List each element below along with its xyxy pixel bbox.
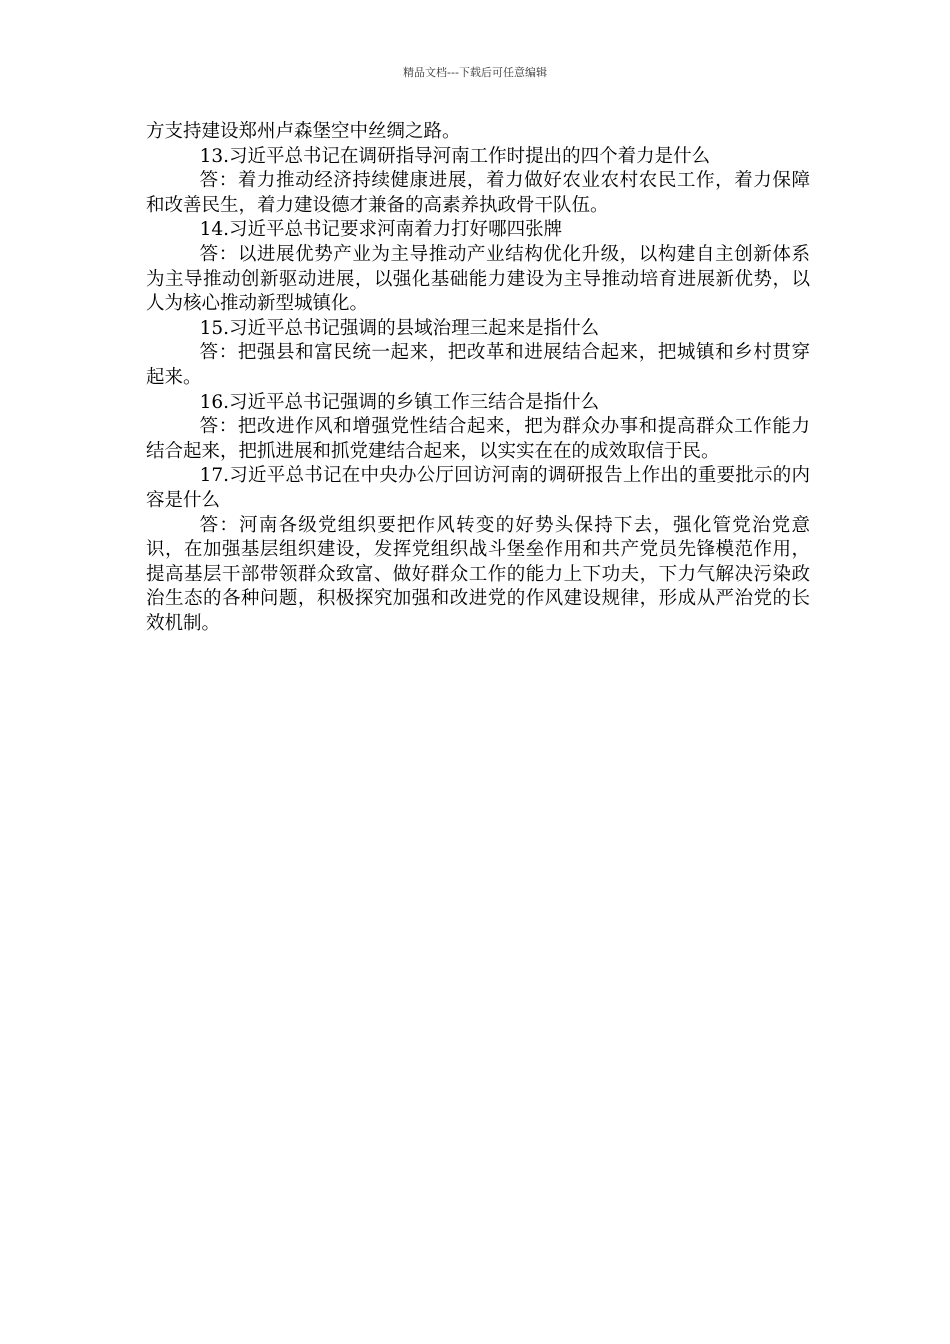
question-17: 17.习近平总书记在中央办公厅回访河南的调研报告上作出的重要批示的内容是什么 xyxy=(146,465,810,511)
answer-15: 答：把强县和富民统一起来，把改革和进展结合起来，把城镇和乡村贯穿起来。 xyxy=(146,342,810,388)
paragraph: 方支持建设郑州卢森堡空中丝绸之路。 xyxy=(146,121,461,142)
page-header: 精品文档---下载后可任意编辑 xyxy=(403,66,547,79)
question-15: 15.习近平总书记强调的县域治理三起来是指什么 xyxy=(199,317,600,339)
answer-14: 答：以进展优势产业为主导推动产业结构优化升级，以构建自主创新体系为主导推动创新驱动进展，以强化基础能力建设为主导推动培育进展新优势，以人为核心推动新型城镇化。 xyxy=(146,243,810,315)
answer-13: 答：着力推动经济持续健康进展，着力做好农业农村农民工作，着力保障和改善民生，着力建设德才兼备的高素养执政骨干队伍。 xyxy=(146,170,810,216)
answer-17: 答：河南各级党组织要把作风转变的好势头保持下去，强化管党治党意识，在加强基层组织建设，发挥党组织战斗堡垒作用和共产党员先锋模范作用，提高基层干部带领群众致富、做好群众工作的能力上下功夫，下力气解决污染政治生态的各种问题，积极探究加强和改进党的作风建设规律，形成从严治党的长效机制。 xyxy=(146,514,810,634)
question-14: 14.习近平总书记要求河南着力打好哪四张牌 xyxy=(199,219,563,241)
answer-16: 答：把改进作风和增强党性结合起来，把为群众办事和提高群众工作能力结合起来，把抓进展和抓党建结合起来，以实实在在的成效取信于民。 xyxy=(146,416,810,462)
question-13: 13.习近平总书记在调研指导河南工作时提出的四个着力是什么 xyxy=(199,145,711,167)
question-16: 16.习近平总书记强调的乡镇工作三结合是指什么 xyxy=(199,391,600,413)
document-body xyxy=(146,120,810,636)
